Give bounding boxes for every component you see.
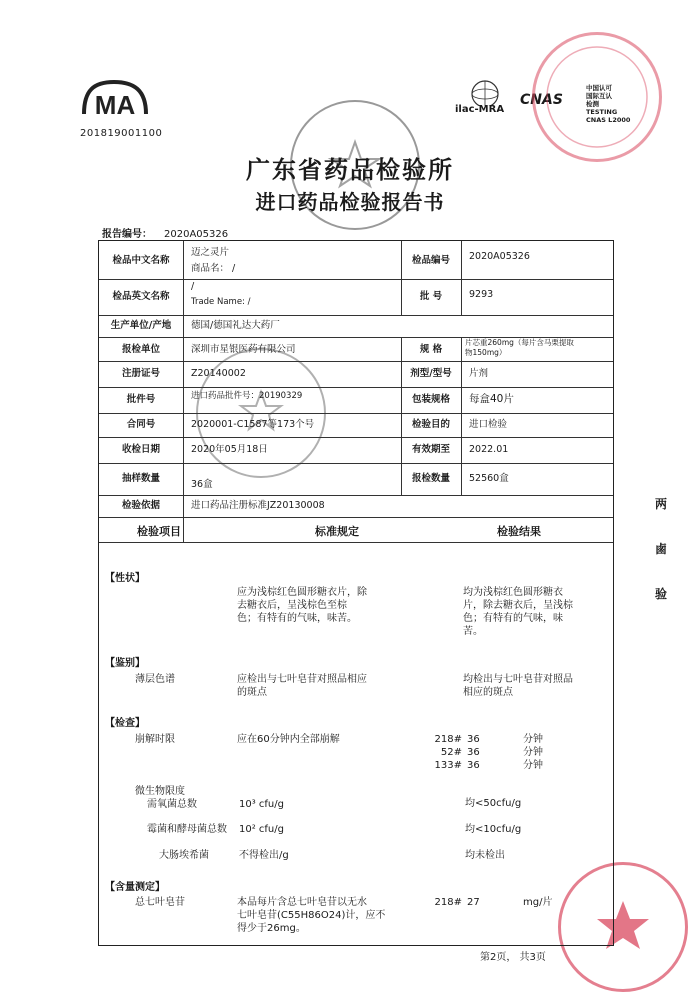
section-character-title: 【性状】 (105, 573, 145, 584)
reg-label: 注册证号 (121, 368, 160, 379)
report-number (102, 225, 228, 240)
spec-value-1: 片芯重260mg（每片含马栗提取 (465, 338, 574, 347)
assay-item: 总七叶皂苷 (135, 897, 185, 908)
reg-value: Z20140002 (191, 368, 246, 379)
cnas-logo: CNAS (520, 92, 563, 108)
batch-value: 9293 (469, 289, 494, 300)
applicant-label: 报检单位 (121, 344, 160, 355)
form-label: 剂型/型号 (410, 368, 452, 379)
purpose-label: 检验目的 (411, 419, 450, 430)
expiry-value: 2022.01 (469, 444, 509, 455)
page-number: 第2页， 共3页 (480, 952, 546, 963)
report-number-value: 2020A05326 (164, 229, 229, 240)
purpose-value: 进口检验 (469, 419, 508, 430)
accreditation-seal-red (532, 32, 662, 162)
approval-label: 批件号 (126, 394, 156, 405)
col-result-header: 检验结果 (497, 525, 541, 538)
received-value: 2020年05月18日 (191, 444, 268, 455)
basis-value: 进口药品注册标准JZ20130008 (191, 500, 325, 511)
disintegration-nos: 218# 52# 133# (434, 734, 462, 771)
identification-result: 均检出与七叶皂苷对照品 相应的斑点 (463, 674, 573, 698)
contract-value: 2020001-C1587等173个号 (191, 419, 315, 430)
contract-label: 合同号 (126, 419, 156, 430)
character-standard: 应为浅棕红色圆形糖衣片，除 去糖衣后，呈浅棕色至棕 色；有特有的气味，味苦。 (237, 587, 367, 624)
aerobic-result: 均<50cfu/g (465, 798, 522, 809)
producer-value: 德国/德国礼达大药厂 (191, 320, 280, 331)
disintegration-values: 36 36 36 (467, 734, 480, 771)
svg-text:MA: MA (94, 90, 136, 120)
spec-label: 规 格 (419, 344, 443, 355)
name-en-value: / (191, 281, 195, 292)
sample-qty-label: 抽样数量 (121, 473, 160, 484)
col-standard-header: 标准规定 (315, 525, 359, 538)
basis-label: 检验依据 (121, 500, 160, 511)
ecoli-result: 均未检出 (465, 850, 505, 861)
mold-standard: 10² cfu/g (239, 824, 284, 835)
report-table (98, 240, 614, 946)
assay-value: 27 (467, 897, 480, 908)
microbial-limit-title: 微生物限度 (135, 786, 185, 797)
package-value: 每盒40片 (469, 393, 514, 405)
col-item-header: 检验项目 (137, 525, 181, 538)
disintegration-item: 崩解时限 (135, 734, 175, 745)
report-title: 进口药品检验报告书 (255, 190, 445, 214)
tlc-item: 薄层色谱 (135, 674, 175, 685)
edge-glyph: 两 (655, 497, 668, 511)
mold-result: 均<10cfu/g (465, 824, 522, 835)
producer-label: 生产单位/产地 (110, 320, 172, 331)
section-tests-title: 【检查】 (105, 718, 145, 729)
edge-glyph: 鹵 (655, 542, 668, 556)
report-number-label: 报告编号： (102, 229, 152, 240)
disintegration-units: 分钟 分钟 分钟 (523, 734, 543, 771)
name-en-label: 检品英文名称 (112, 291, 170, 302)
disintegration-standard: 应在60分钟内全部崩解 (237, 734, 340, 745)
ecoli-item: 大肠埃希菌 (159, 850, 209, 861)
batch-label: 批 号 (419, 291, 443, 302)
declared-qty-label: 报检数量 (411, 473, 450, 484)
trade-name-en: Trade Name: / (191, 297, 251, 307)
name-cn-value: 迈之灵片 (191, 247, 230, 258)
received-label: 收检日期 (121, 444, 160, 455)
ecoli-standard: 不得检出/g (239, 850, 289, 861)
section-assay-title: 【含量测定】 (105, 882, 165, 893)
character-result: 均为浅棕红色圆形糖衣 片，除去糖衣后，呈浅棕 色；有特有的气味，味 苦。 (463, 587, 573, 637)
edge-glyph: 验 (655, 587, 668, 601)
approval-value: 进口药品批件号：20190329 (191, 391, 303, 401)
expiry-label: 有效期至 (411, 444, 450, 455)
identification-standard: 应检出与七叶皂苷对照品相应 的斑点 (237, 674, 367, 698)
assay-no: 218# (434, 897, 462, 908)
cma-cert-number: 201819001100 (80, 128, 163, 139)
spec-value-2: 物150mg） (465, 348, 507, 357)
form-value: 片剂 (469, 368, 489, 379)
package-label: 包装规格 (411, 394, 450, 405)
assay-unit: mg/片 (523, 897, 553, 908)
section-identification-title: 【鉴别】 (105, 658, 145, 669)
sample-no-value: 2020A05326 (469, 251, 530, 262)
ilac-mra-label: ilac-MRA (455, 104, 505, 115)
name-cn-label: 检品中文名称 (112, 255, 170, 266)
aerobic-item: 需氧菌总数 (147, 799, 197, 810)
institute-title: 广东省药品检验所 (246, 156, 454, 184)
sample-qty-value: 36盒 (191, 479, 213, 490)
declared-qty-value: 52560盒 (469, 473, 509, 484)
trade-name-cn: 商品名： / (191, 263, 236, 274)
applicant-value: 深圳市星银医药有限公司 (191, 344, 296, 355)
cma-logo (80, 78, 150, 120)
cnas-accreditation-text: 中国认可 国际互认 检测 TESTING CNAS L2000 (586, 84, 631, 124)
sample-no-label: 检品编号 (411, 255, 450, 266)
mold-item: 霉菌和酵母菌总数 (147, 824, 227, 835)
aerobic-standard: 10³ cfu/g (239, 799, 284, 810)
assay-standard: 本品每片含总七叶皂苷以无水 七叶皂苷(C55H86O24)计，应不 得少于26mg。 (237, 897, 386, 934)
